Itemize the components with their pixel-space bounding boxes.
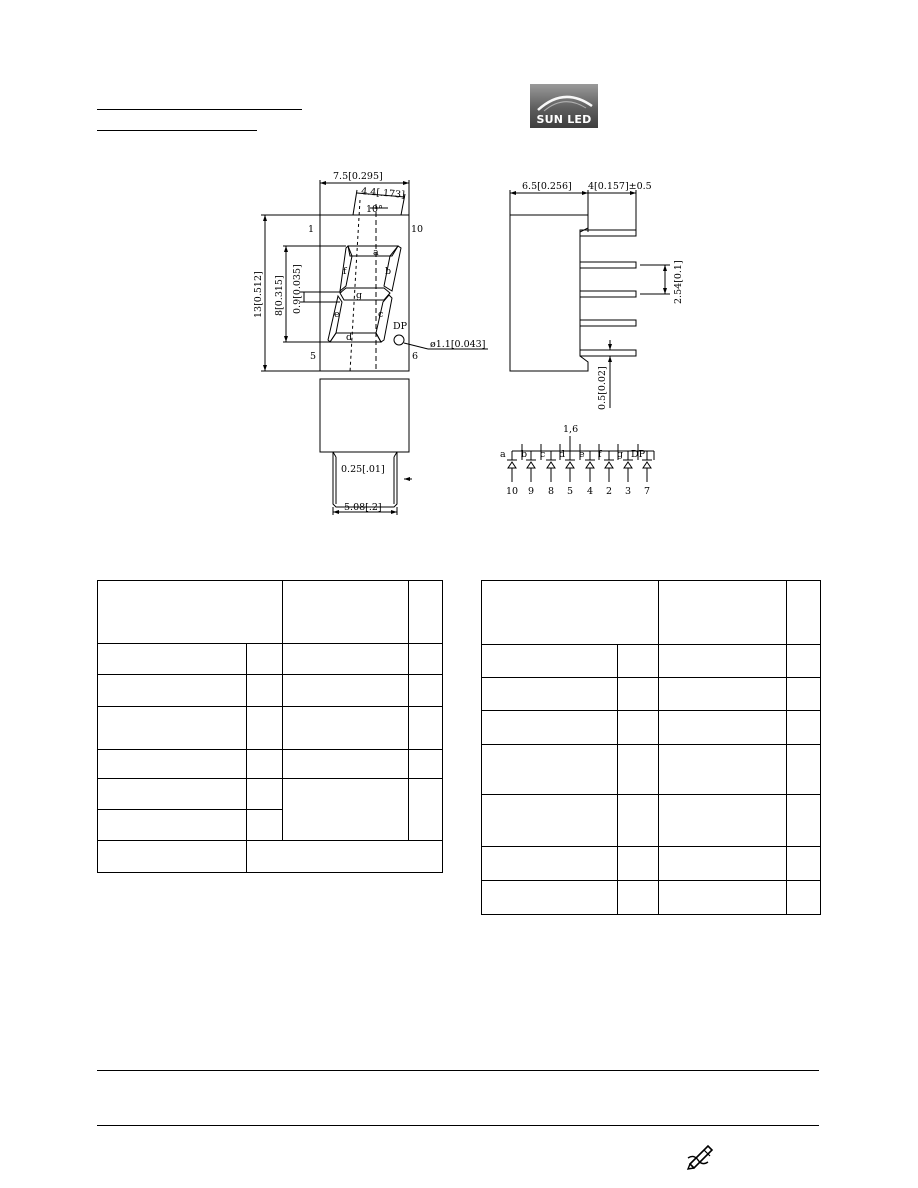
table-cell [409,707,443,750]
pin-5-label: 5 [310,351,317,362]
table-cell [617,745,659,795]
table-cell [282,750,408,779]
circuit-pin-6: 2 [606,486,613,497]
table-cell [247,779,283,810]
table-cell [409,750,443,779]
circuit-seg-b: b [521,449,528,460]
dp-dot-shape [394,335,404,345]
logo-text: SUN LED [536,113,592,126]
circuit-pin-5: 4 [587,486,594,497]
common-pin-label: 1,6 [563,424,579,435]
footer-rule-2 [97,1125,819,1126]
side-body-outline [510,215,588,371]
circuit-pin-7: 3 [625,486,632,497]
table-cell [482,581,659,645]
left-spec-table [97,580,443,873]
pin-6-label: 6 [412,351,419,362]
circuit-seg-a: a [500,449,506,460]
table-cell [98,779,247,810]
table-cell [482,847,618,881]
dp-dia-dim-label: ø1.1[0.043] [430,339,486,350]
seg-d-label: d [346,332,353,343]
footer-rule-1 [97,1070,819,1071]
table-cell [98,707,247,750]
table-cell [98,644,247,675]
table-cell [282,581,408,644]
tilt-dim-label: 4.4[.173] [360,186,406,201]
seg-g-label: g [356,290,363,301]
table-cell [659,847,787,881]
circuit-seg-d: d [559,449,566,460]
seg-f-label: f [343,266,347,277]
table-cell [482,645,618,678]
table-cell [98,810,247,841]
height-dim-label: 13[0.512] [253,271,264,318]
pin-1-label: 1 [308,224,315,235]
table-cell [659,645,787,678]
seg-dp-label: DP [393,321,408,332]
table-cell [409,581,443,644]
table-cell [787,678,821,711]
table-cell [247,707,283,750]
table-cell [617,678,659,711]
pen-signature-icon [686,1140,716,1170]
table-cell [409,644,443,675]
table-cell [617,795,659,847]
table-cell [659,745,787,795]
table-cell [617,847,659,881]
table-cell [282,644,408,675]
table-cell [787,847,821,881]
seg-a-label: a [373,247,379,258]
table-cell [409,779,443,841]
table-cell [98,750,247,779]
pin-thickness-dim-label: 0.25[.01] [341,464,385,475]
seg-c-label: c [378,309,384,320]
segment-d-shape [330,333,381,342]
digit-height-dim-label: 8[0.315] [274,275,285,316]
circuit-seg-c: c [540,449,546,460]
pitch-dim-label: 2.54[0.1] [673,260,684,304]
circuit-seg-g: g [617,449,624,460]
seg-b-label: b [385,266,392,277]
table-cell [659,795,787,847]
circuit-pin-3: 8 [548,486,555,497]
segment-g-shape [340,288,390,300]
table-cell [482,678,618,711]
table-cell [659,581,787,645]
width-dim-label: 7.5[0.295] [333,171,383,182]
side-pin-5 [580,350,636,356]
circuit-seg-dp: DP [631,449,646,460]
circuit-pin-2: 9 [528,486,535,497]
table-cell [247,675,283,707]
table-cell [247,810,283,841]
circuit-pin-4: 5 [567,486,574,497]
table-cell [282,779,408,841]
table-cell [98,581,283,644]
depth-dim-label: 6.5[0.256] [522,181,572,192]
pin-length-dim-label: 4[0.157]±0.5 [588,181,652,192]
table-cell [659,678,787,711]
package-drawing [0,0,918,560]
circuit-pin-8: 7 [644,486,651,497]
segment-width-dim-label: 0.9[0.035] [292,264,303,314]
circuit-pin-1: 10 [506,486,519,497]
table-cell [787,795,821,847]
circuit-seg-e: e [579,449,585,460]
table-cell [247,841,443,873]
table-cell [659,711,787,745]
angle-dim-label: 10° [366,204,383,215]
pin-10-label: 10 [411,224,424,235]
table-cell [282,707,408,750]
table-cell [787,645,821,678]
table-cell [282,675,408,707]
table-cell [617,645,659,678]
table-cell [787,581,821,645]
table-cell [617,711,659,745]
table-cell [787,745,821,795]
table-cell [98,675,247,707]
table-cell [787,881,821,915]
table-cell [617,881,659,915]
table-cell [98,841,247,873]
table-cell [787,711,821,745]
bottom-body-outline [320,379,409,452]
circuit-seg-f: f [598,449,602,460]
pin-width-dim-label: 0.5[0.02] [597,366,608,410]
table-cell [659,881,787,915]
side-pin-2 [580,262,636,268]
front-body-outline [320,215,409,371]
table-cell [482,881,618,915]
table-cell [409,675,443,707]
side-pin-4 [580,320,636,326]
pin-spacing-dim-label: 5.08[.2] [344,502,382,513]
side-pin-3 [580,291,636,297]
table-cell [247,750,283,779]
right-spec-table [481,580,821,915]
table-cell [482,711,618,745]
table-cell [482,745,618,795]
table-cell [247,644,283,675]
table-cell [482,795,618,847]
diode-row [507,460,652,482]
seg-e-label: e [334,309,340,320]
